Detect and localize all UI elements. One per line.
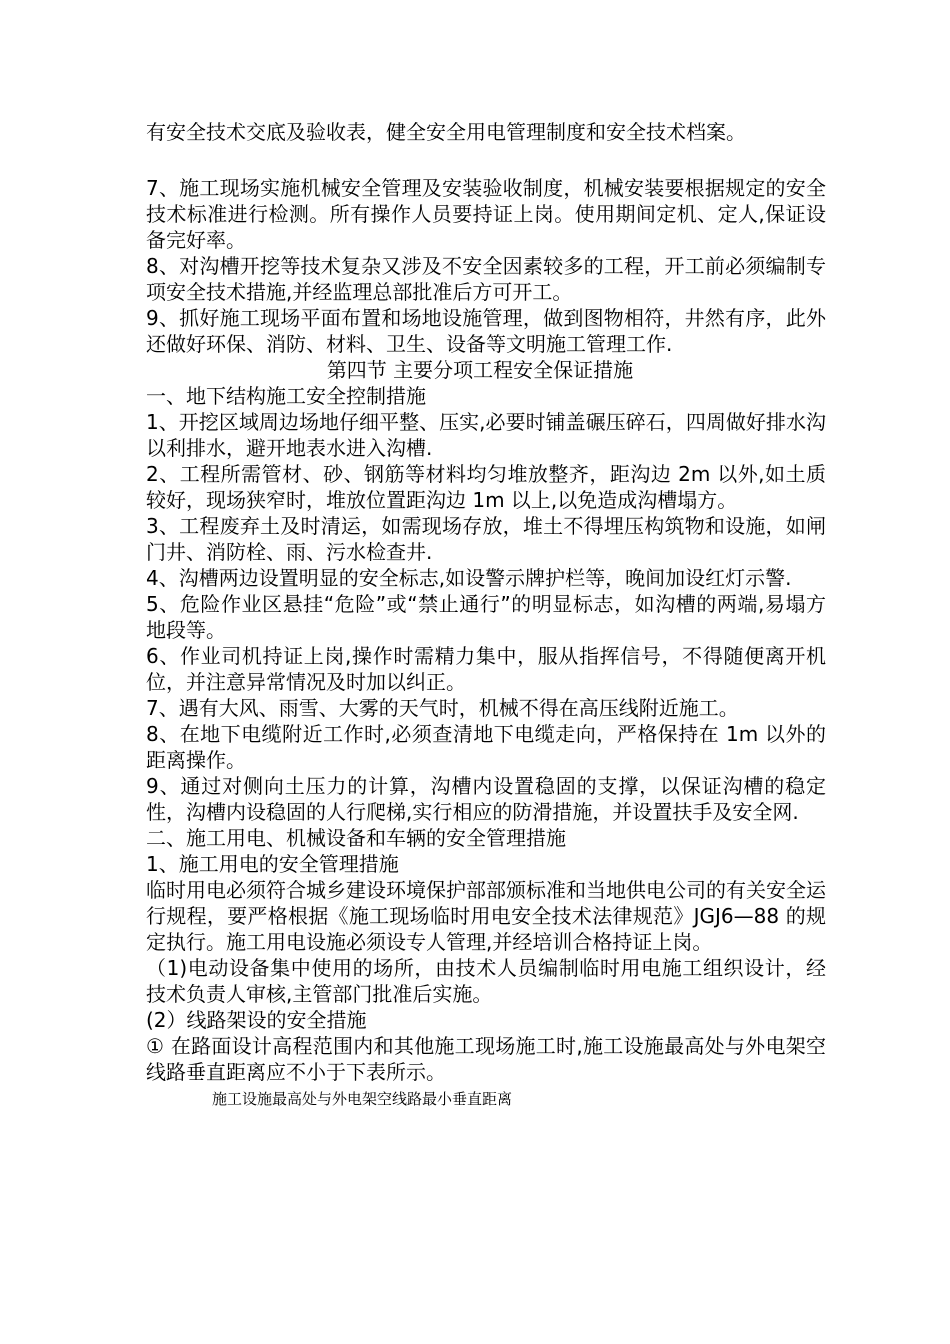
list-item: ① 在路面设计高程范围内和其他施工现场施工时,施工设施最高处与外电架空线路垂直距离应不小于下表所示。	[146, 1034, 826, 1084]
list-item: 2、工程所需管材、砂、钢筋等材料均匀堆放整齐，距沟边 2m 以外,如土质较好，现场狭窄时，堆放位置距沟边 1m 以上,以免造成沟槽塌方。	[146, 462, 826, 512]
section-heading: 第四节 主要分项工程安全保证措施	[326, 358, 634, 382]
subheading-electricity: 1、施工用电的安全管理措施	[146, 852, 399, 876]
list-item: 8、在地下电缆附近工作时,必须查清地下电缆走向，严格保持在 1m 以外的距离操作。	[146, 722, 826, 772]
subheading-line-erection: (2）线路架设的安全措施	[146, 1008, 367, 1032]
list-item: 9、通过对侧向土压力的计算，沟槽内设置稳固的支撑，以保证沟槽的稳定性，沟槽内设稳固的人行爬梯,实行相应的防滑措施，并设置扶手及安全网.	[146, 774, 826, 824]
list-item: 6、作业司机持证上岗,操作时需精力集中，服从指挥信号，不得随便离开机位，并注意异常情况及时加以纠正。	[146, 644, 826, 694]
list-item: 1、开挖区域周边场地仔细平整、压实,必要时铺盖碾压碎石，四周做好排水沟以利排水，避开地表水进入沟槽.	[146, 410, 826, 460]
paragraph-temporary-power: 临时用电必须符合城乡建设环境保护部部颁标准和当地供电公司的有关安全运行规程，要严格根据《施工现场临时用电安全技术法律规范》JGJ6—88 的规定执行。施工用电设施必须设专人管理,并经培训合格持证上岗。	[146, 878, 826, 954]
list-item: 5、危险作业区悬挂“危险”或“禁止通行”的明显标志，如沟槽的两端,易塌方地段等。	[146, 592, 826, 642]
list-item: 7、遇有大风、雨雪、大雾的天气时，机械不得在高压线附近施工。	[146, 696, 739, 720]
subheading-underground: 一、地下结构施工安全控制措施	[146, 384, 426, 408]
paragraph-item-9-site-layout: 9、抓好施工现场平面布置和场地设施管理，做到图物相符，井然有序，此外还做好环保、消防、材料、卫生、设备等文明施工管理工作.	[146, 306, 826, 356]
subheading-electricity-machinery: 二、施工用电、机械设备和车辆的安全管理措施	[146, 826, 566, 850]
table-caption: 施工设施最高处与外电架空线路最小垂直距离	[212, 1090, 513, 1108]
list-item: 3、工程废弃土及时清运，如需现场存放，堆土不得埋压构筑物和设施，如闸门井、消防栓、雨、污水检查井.	[146, 514, 826, 564]
list-item: 4、沟槽两边设置明显的安全标志,如设警示牌护栏等，晚间加设红灯示警.	[146, 566, 792, 590]
paragraph-continuation: 有安全技术交底及验收表，健全安全用电管理制度和安全技术档案。	[146, 120, 746, 144]
document-body	[146, 119, 826, 1109]
paragraph-gap	[146, 145, 826, 175]
paragraph-item-7-machinery: 7、施工现场实施机械安全管理及安装验收制度，机械安装要根据规定的安全技术标准进行检测。所有操作人员要持证上岗。使用期间定机、定人,保证设备完好率。	[146, 176, 826, 252]
paragraph-item-8-trench: 8、对沟槽开挖等技术复杂又涉及不安全因素较多的工程，开工前必须编制专项安全技术措施,并经监理总部批准后方可开工。	[146, 254, 826, 304]
list-item: （1)电动设备集中使用的场所，由技术人员编制临时用电施工组织设计，经技术负责人审核,主管部门批准后实施。	[146, 956, 826, 1006]
